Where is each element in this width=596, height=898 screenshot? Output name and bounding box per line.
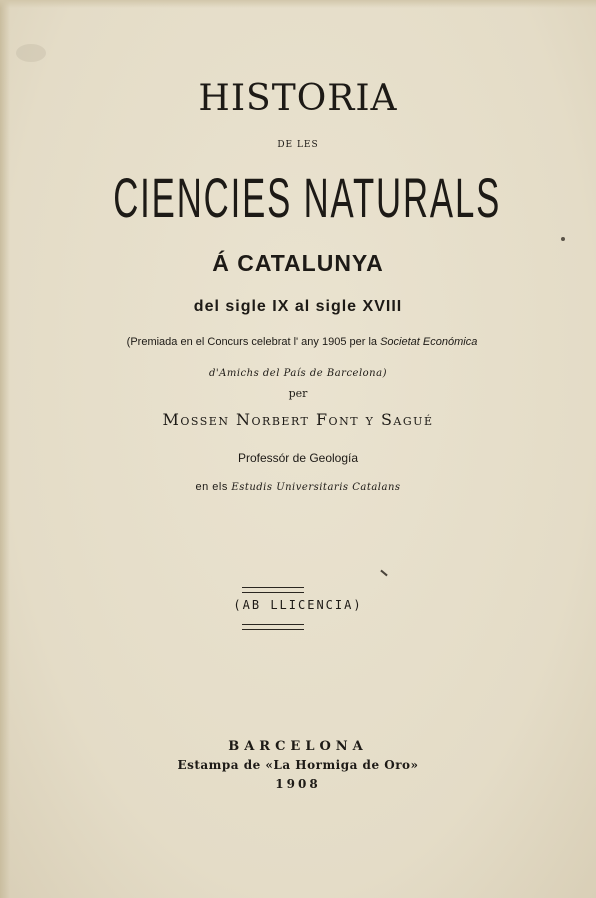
award-note-line1 xyxy=(4,336,596,348)
license-note: (AB LLICENCIA) xyxy=(233,598,363,612)
award-note-line2: d'Amichs del País de Barcelona) xyxy=(209,368,387,379)
double-rule-top xyxy=(242,587,304,593)
ink-mark xyxy=(380,570,387,577)
title-de-les: DE LES xyxy=(277,140,319,150)
imprint-printer: Estampa de «La Hormiga de Oro» xyxy=(177,758,419,772)
author-title: Professór de Geología xyxy=(237,451,359,465)
ink-speck xyxy=(561,237,565,241)
author-institution xyxy=(0,481,596,493)
title-historia: HISTORIA xyxy=(198,78,398,119)
institution-name: Estudis Universitaris Catalans xyxy=(231,482,401,493)
title-ciencies-naturals: CIENCIES NATURALS xyxy=(113,166,502,229)
title-a-catalunya: Á CATALUNYA xyxy=(212,250,384,276)
award-note-text: (Premiada en el Concurs celebrat l' any 1905 per la xyxy=(126,336,378,348)
double-rule-bottom xyxy=(242,624,304,630)
author-name: Mossen Norbert Font y Sagué xyxy=(162,410,434,429)
by-label: per xyxy=(288,387,308,400)
imprint-city: BARCELONA xyxy=(228,739,368,754)
award-note-society: Societat Económica xyxy=(380,336,478,348)
institution-prefix: en els xyxy=(195,481,228,493)
imprint-year: 1908 xyxy=(275,777,321,791)
page-top-shadow xyxy=(0,0,596,8)
subtitle-period: del sigle IX al sigle XVIII xyxy=(193,298,403,315)
paper-stain xyxy=(16,44,46,62)
